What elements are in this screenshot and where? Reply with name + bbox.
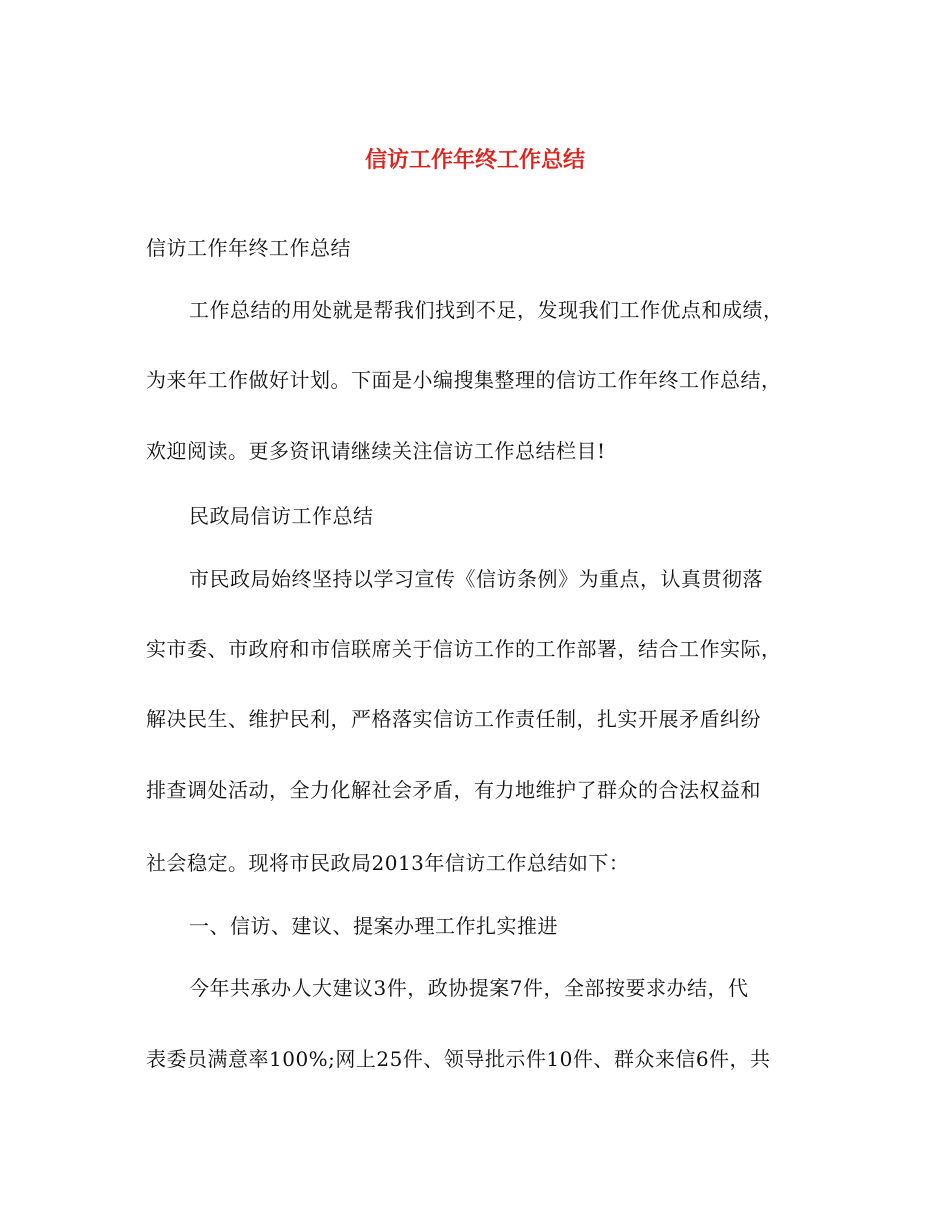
paragraph-line: 实市委、市政府和市信联席关于信访工作的工作部署，结合工作实际， bbox=[146, 637, 782, 661]
paragraph-line: 解决民生、维护民利，严格落实信访工作责任制，扎实开展矛盾纠纷 bbox=[146, 707, 761, 731]
paragraph-line: 为来年工作做好计划。下面是小编搜集整理的信访工作年终工作总结， bbox=[146, 368, 782, 392]
paragraph-line: 欢迎阅读。更多资讯请继续关注信访工作总结栏目! bbox=[146, 439, 606, 463]
section-heading: 一、信访、建议、提案办理工作扎实推进 bbox=[189, 914, 558, 938]
paragraph-line: 今年共承办人大建议3件，政协提案7件，全部按要求办结，代 bbox=[189, 976, 749, 1000]
document-title: 信访工作年终工作总结 bbox=[364, 148, 585, 173]
paragraph-line: 表委员满意率100%;网上25件、领导批示件10件、群众来信6件，共 bbox=[146, 1047, 771, 1071]
subtitle-line: 信访工作年终工作总结 bbox=[146, 236, 351, 260]
paragraph-line: 市民政局始终坚持以学习宣传《信访条例》为重点，认真贯彻落 bbox=[189, 567, 763, 591]
paragraph-line: 社会稳定。现将市民政局2013年信访工作总结如下： bbox=[146, 851, 630, 875]
paragraph-line: 工作总结的用处就是帮我们找到不足，发现我们工作优点和成绩， bbox=[189, 298, 784, 322]
section-heading: 民政局信访工作总结 bbox=[189, 504, 374, 528]
paragraph-line: 排查调处活动，全力化解社会矛盾，有力地维护了群众的合法权益和 bbox=[146, 778, 761, 802]
